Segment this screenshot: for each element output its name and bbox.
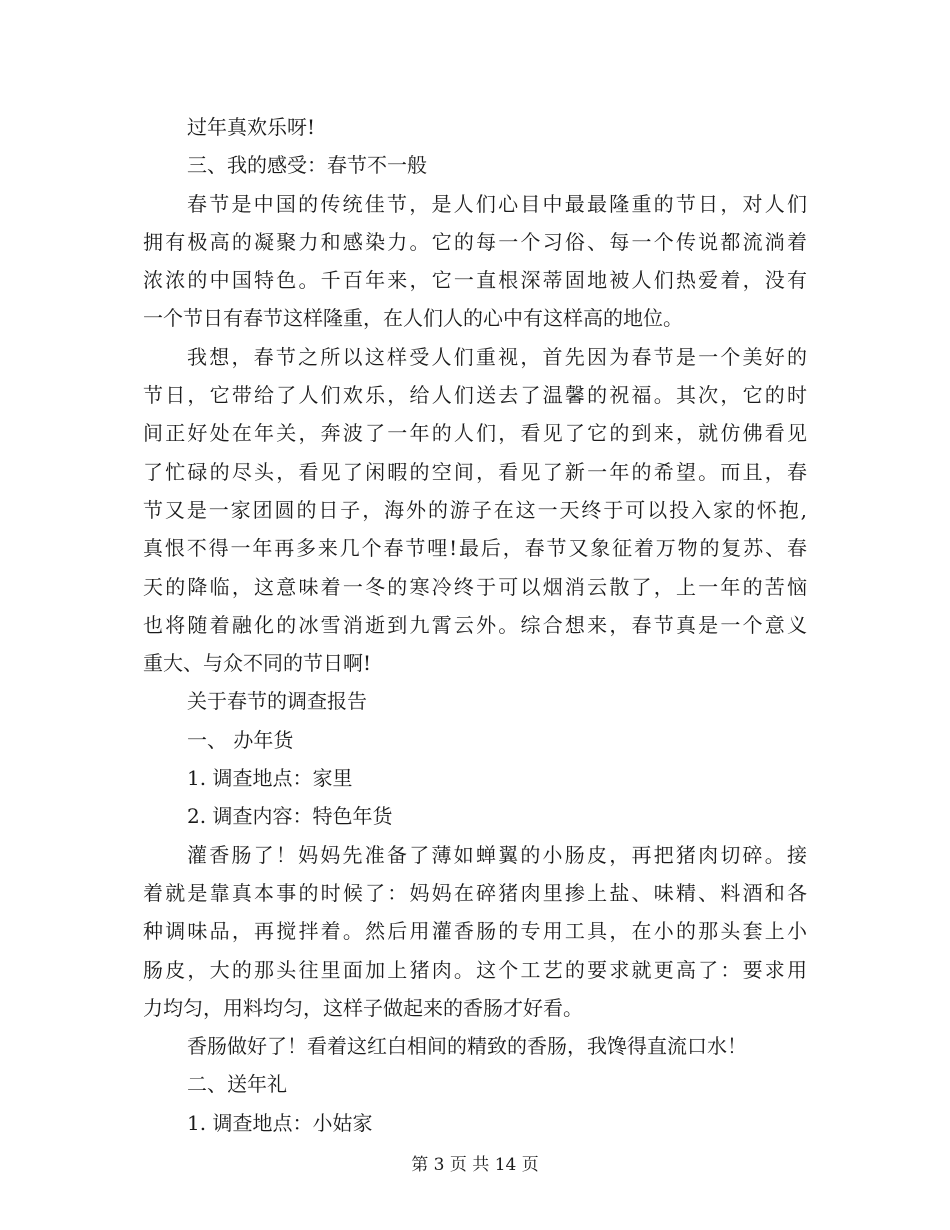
text-line: 一个节日有春节这样隆重，在人们人的心中有这样高的地位。 [143, 306, 683, 331]
text-line: 过年真欢乐呀! [187, 115, 316, 139]
text-line: 重大、与众不同的节日啊! [143, 651, 372, 676]
text-line: 春节是中国的传统佳节，是人们心目中最最隆重的节日，对人们 [187, 191, 807, 216]
text-line: 间正好处在年关，奔波了一年的人们，看见了它的到来，就仿佛看见 [143, 421, 807, 446]
text-line: 1. 调查地点：小姑家 [187, 1110, 373, 1135]
page-number-footer: 第 3 页 共 14 页 [411, 1155, 539, 1175]
text-line: 2. 调查内容：特色年货 [187, 804, 393, 829]
text-line: 灌香肠了！妈妈先准备了薄如蝉翼的小肠皮，再把猪肉切碎。接 [187, 842, 807, 867]
text-line: 节日，它带给了人们欢乐，给人们送去了温馨的祝福。其次，它的时 [143, 383, 807, 408]
text-line: 三、我的感受：春节不一般 [187, 153, 427, 178]
text-line: 拥有极高的凝聚力和感染力。它的每一个习俗、每一个传说都流淌着 [143, 229, 807, 254]
text-line: 真恨不得一年再多来几个春节哩!最后，春节又象征着万物的复苏、春 [143, 536, 807, 561]
text-line: 着就是靠真本事的时候了：妈妈在碎猪肉里掺上盐、味精、料酒和各 [143, 880, 807, 905]
text-line: 天的降临，这意味着一冬的寒冷终于可以烟消云散了，上一年的苦恼 [143, 574, 807, 599]
text-line: 肠皮，大的那头往里面加上猪肉。这个工艺的要求就更高了：要求用 [143, 957, 807, 982]
text-line: 关于春节的调查报告 [187, 689, 367, 714]
text-line: 我想，春节之所以这样受人们重视，首先因为春节是一个美好的 [187, 344, 807, 369]
text-line: 1. 调查地点：家里 [187, 766, 353, 791]
text-line: 一、 办年货 [187, 727, 294, 752]
text-line: 种调味品，再搅拌着。然后用灌香肠的专用工具，在小的那头套上小 [143, 919, 807, 944]
document-body [143, 108, 807, 1142]
text-line: 也将随着融化的冰雪消逝到九霄云外。综合想来，春节真是一个意义 [143, 612, 807, 637]
text-line: 香肠做好了！看着这红白相间的精致的香肠，我馋得直流口水！ [187, 1034, 747, 1059]
text-line: 二、送年礼 [187, 1072, 287, 1097]
text-line: 力均匀，用料均匀，这样子做起来的香肠才好看。 [143, 995, 583, 1020]
text-line: 浓浓的中国特色。千百年来，它一直根深蒂固地被人们热爱着，没有 [143, 268, 807, 293]
text-line: 节又是一家团圆的日子，海外的游子在这一天终于可以投入家的怀抱, [143, 497, 807, 522]
text-line: 了忙碌的尽头，看见了闲暇的空间，看见了新一年的希望。而且，春 [143, 459, 807, 484]
